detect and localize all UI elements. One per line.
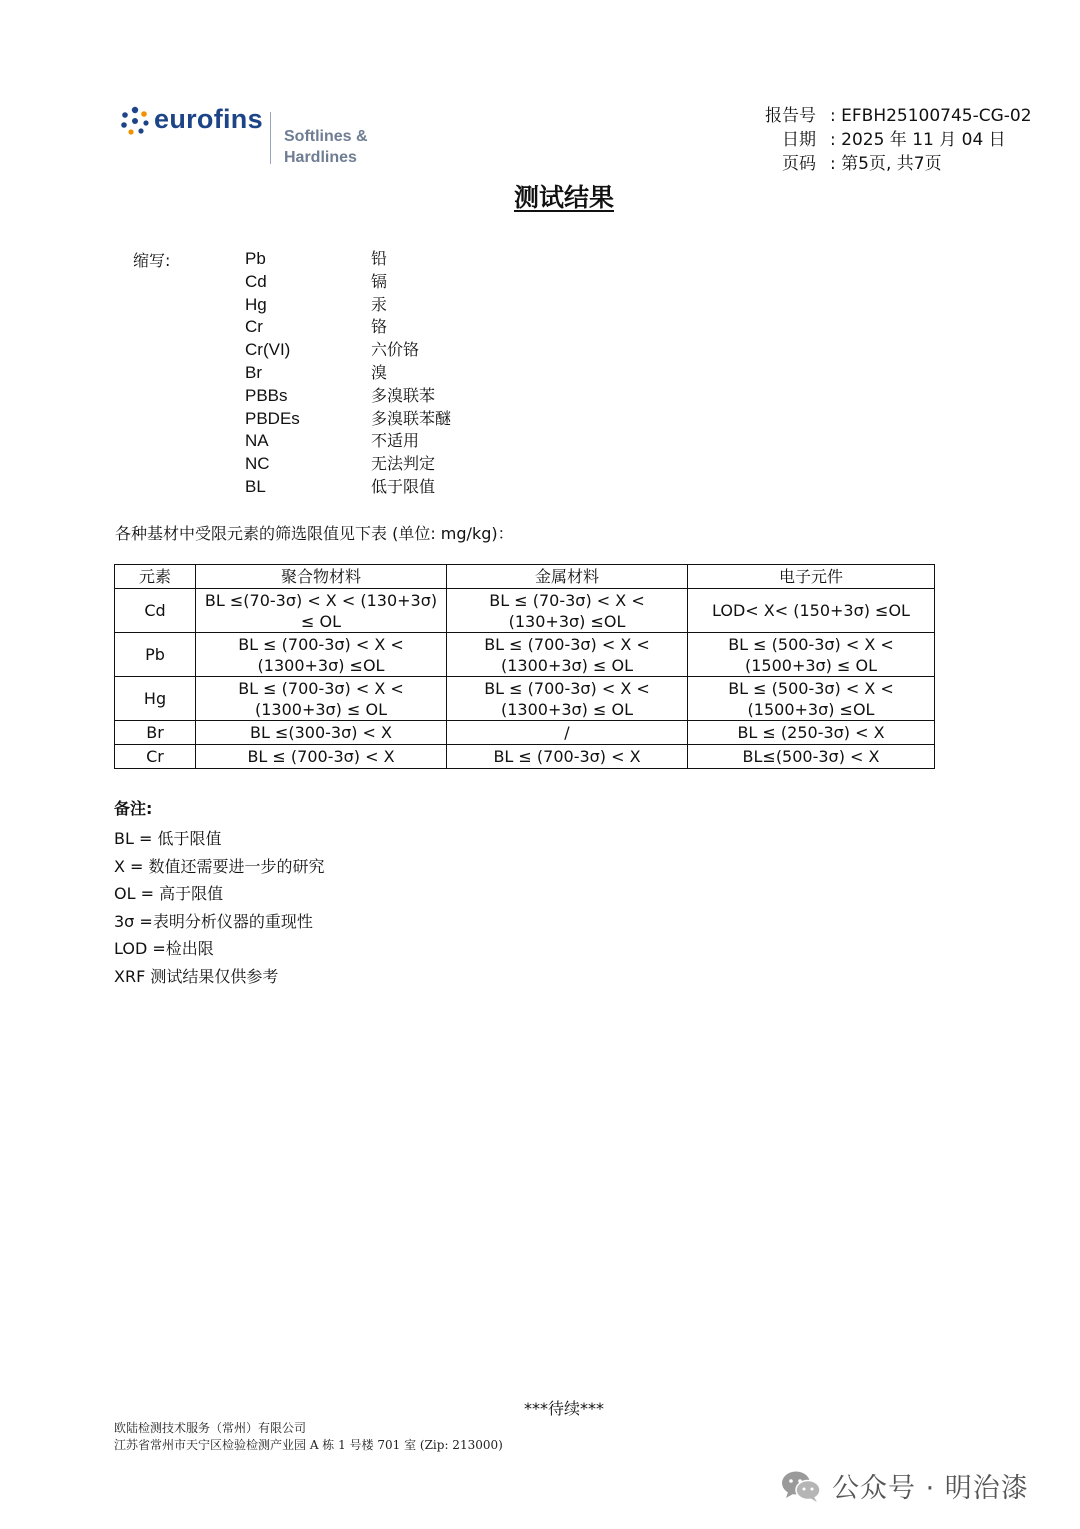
abbreviation-code: PBDEs [245, 408, 300, 428]
abbreviation-code: Hg [245, 294, 267, 314]
abbreviation-meaning: 铬 [371, 317, 388, 337]
abbreviation-code: Cd [245, 271, 267, 291]
eurofins-logo [120, 104, 380, 168]
footer-address: 江苏省常州市天宁区检验检测产业园 A 栋 1 号楼 701 室 (Zip: 213000) [114, 1438, 503, 1452]
eurofins-dots-icon [120, 106, 150, 136]
cell-electronic [688, 721, 935, 745]
abbreviation-code: Pb [245, 249, 266, 268]
report-meta [756, 104, 1036, 176]
page-number: : 第5页, 共7页 [830, 154, 942, 174]
logo-wordmark: eurofins [154, 104, 263, 134]
abbreviation-code: BL [245, 476, 266, 496]
cell-line: BL ≤ (500-3σ) < X < [728, 634, 894, 654]
cell-line: (1300+3σ) ≤ OL [500, 655, 633, 675]
table-row [115, 745, 935, 769]
cell-electronic [688, 677, 935, 721]
table-caption: 各种基材中受限元素的筛选限值见下表 (单位: mg/kg)： [115, 524, 514, 543]
meta-label: 日期 [782, 130, 816, 150]
cell-polymer [196, 633, 447, 677]
abbreviation-row [245, 271, 451, 294]
table-row [115, 721, 935, 745]
cell-line: BL ≤(70-3σ) < X < (130+3σ) [204, 590, 438, 610]
meta-label: 报告号 [765, 106, 816, 126]
cell-electronic [688, 745, 935, 769]
header-polymer: 聚合物材料 [196, 565, 447, 589]
screening-limits-table [114, 564, 935, 769]
wechat-icon [780, 1468, 822, 1504]
cell-line: BL ≤ (700-3σ) < X [493, 747, 641, 766]
table-row [115, 633, 935, 677]
abbreviation-meaning: 多溴联苯醚 [371, 408, 452, 428]
abbreviation-meaning: 汞 [371, 294, 388, 314]
abbreviation-meaning: 溴 [371, 362, 388, 382]
logo-subtitle [284, 126, 368, 168]
cell-line: (1300+3σ) ≤ OL [500, 699, 633, 719]
logo-subtitle-line2: Hardlines [284, 149, 357, 166]
header-metal: 金属材料 [447, 565, 688, 589]
cell-element: Pb [115, 633, 196, 677]
table-header-row [115, 565, 935, 589]
abbreviations-list [245, 248, 451, 499]
table-row [115, 589, 935, 633]
cell-line: BL ≤ (700-3σ) < X < [484, 678, 650, 698]
logo-subtitle-line1: Softlines & [284, 128, 368, 145]
cell-element: Br [115, 721, 196, 745]
cell-electronic [688, 633, 935, 677]
table-row [115, 677, 935, 721]
cell-line: BL ≤(300-3σ) < X [249, 723, 393, 742]
note-line: BL = 低于限值 [114, 829, 222, 848]
meta-label: 页码 [782, 154, 816, 174]
abbreviation-row [245, 362, 451, 385]
logo-divider [270, 112, 271, 164]
abbreviation-code: NA [245, 431, 269, 451]
notes [114, 797, 325, 990]
abbreviation-code: PBBs [245, 385, 288, 405]
notes-heading: 备注: [114, 799, 153, 818]
cell-line: BL ≤ (700-3σ) < X < [238, 634, 404, 654]
cell-polymer [196, 677, 447, 721]
abbreviation-meaning: 镉 [371, 271, 388, 291]
watermark [780, 1466, 1029, 1505]
continuation-marker: ***待续*** [523, 1399, 604, 1418]
cell-metal [447, 589, 688, 633]
abbreviation-row [245, 294, 451, 317]
abbreviation-row [245, 408, 451, 431]
cell-line: BL ≤ (700-3σ) < X < [484, 634, 650, 654]
abbreviation-row [245, 339, 451, 362]
cell-line: / [564, 723, 570, 742]
cell-metal [447, 677, 688, 721]
note-line: OL = 高于限值 [114, 884, 224, 903]
cell-line: BL ≤ (500-3σ) < X < [728, 678, 894, 698]
page-title: 测试结果 [513, 183, 614, 212]
cell-polymer [196, 745, 447, 769]
table-body [115, 589, 935, 769]
report-number: : EFBH25100745-CG-02 [830, 106, 1032, 126]
note-line: XRF 测试结果仅供参考 [114, 966, 279, 986]
abbreviation-meaning: 不适用 [371, 431, 420, 451]
cell-line: (130+3σ) ≤OL [508, 611, 626, 631]
cell-metal [447, 745, 688, 769]
report-date: : 2025 年 11 月 04 日 [830, 130, 1006, 150]
footer-company: 欧陆检测技术服务（常州）有限公司 [114, 1421, 307, 1435]
abbreviation-code: NC [245, 454, 270, 474]
cell-line: (1500+3σ) ≤ OL [744, 655, 877, 675]
header-electronic: 电子元件 [688, 565, 935, 589]
abbreviations-label: 缩写: [133, 251, 171, 270]
cell-electronic [688, 589, 935, 633]
cell-metal [447, 721, 688, 745]
note-line: X = 数值还需要进一步的研究 [114, 856, 325, 876]
cell-metal [447, 633, 688, 677]
note-line: LOD =检出限 [114, 939, 214, 958]
report-date-row [756, 128, 1036, 152]
cell-line: BL≤(500-3σ) < X [742, 747, 880, 766]
abbreviation-code: Br [245, 362, 262, 382]
cell-line: (1300+3σ) ≤OL [257, 655, 385, 675]
note-line: 3σ =表明分析仪器的重现性 [114, 911, 313, 931]
watermark-text: 公众号 · 明治漆 [832, 1473, 1029, 1504]
footer [114, 1420, 503, 1454]
cell-line: BL ≤ (250-3σ) < X [737, 723, 885, 742]
abbreviation-meaning: 铅 [371, 249, 388, 268]
cell-element: Cr [115, 745, 196, 769]
abbreviation-row [245, 316, 451, 339]
abbreviation-row [245, 248, 451, 271]
report-number-row [756, 104, 1036, 128]
page-number-row [756, 152, 1036, 176]
cell-line: ≤ OL [301, 611, 341, 631]
cell-line: BL ≤ (700-3σ) < X < [238, 678, 404, 698]
cell-element: Cd [115, 589, 196, 633]
abbreviation-meaning: 六价铬 [371, 340, 420, 360]
abbreviation-code: Cr(VI) [245, 340, 291, 360]
abbreviation-meaning: 多溴联苯 [371, 385, 436, 405]
abbreviation-meaning: 无法判定 [371, 454, 436, 474]
cell-line: BL ≤ (70-3σ) < X < [489, 590, 645, 610]
header-element: 元素 [115, 565, 196, 589]
cell-line: (1500+3σ) ≤OL [747, 699, 875, 719]
abbreviation-row [245, 385, 451, 408]
cell-line: LOD< X< (150+3σ) ≤OL [712, 601, 910, 620]
cell-polymer [196, 589, 447, 633]
abbreviation-row [245, 476, 451, 499]
cell-element: Hg [115, 677, 196, 721]
abbreviation-row [245, 453, 451, 476]
abbreviation-row [245, 430, 451, 453]
cell-polymer [196, 721, 447, 745]
abbreviation-meaning: 低于限值 [371, 476, 436, 496]
cell-line: BL ≤ (700-3σ) < X [247, 747, 395, 766]
abbreviation-code: Cr [245, 317, 263, 337]
cell-line: (1300+3σ) ≤ OL [254, 699, 387, 719]
